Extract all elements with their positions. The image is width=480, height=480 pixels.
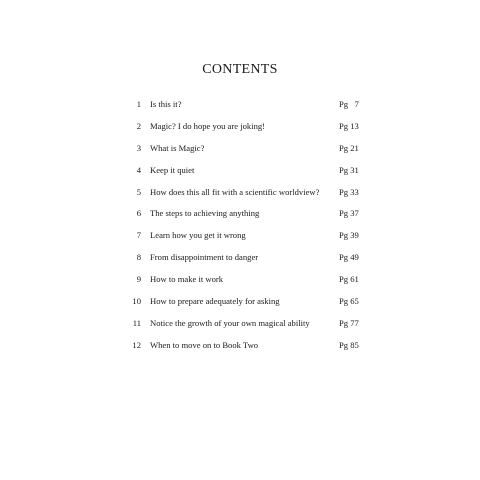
chapter-number: 8 [136, 252, 141, 263]
page-reference: Pg 39 [339, 230, 359, 241]
page-reference: Pg 13 [339, 120, 359, 131]
chapter-title: What is Magic? [150, 142, 205, 153]
page-title: CONTENTS [202, 62, 278, 77]
chapter-number: 7 [136, 230, 141, 241]
toc-entry [0, 94, 480, 116]
toc-list [0, 94, 480, 357]
page-reference: Pg 33 [339, 186, 359, 197]
chapter-number: 11 [132, 317, 141, 328]
chapter-number: 3 [136, 142, 141, 153]
chapter-title: How to prepare adequately for asking [150, 296, 280, 307]
toc-entry [0, 269, 480, 291]
toc-entry [0, 247, 480, 269]
chapter-number: 6 [136, 208, 141, 219]
page-reference: Pg 7 [339, 99, 359, 109]
chapter-title: Magic? I do hope you are joking! [150, 120, 266, 131]
page-reference: Pg 37 [339, 208, 359, 219]
toc-entry [0, 335, 480, 357]
toc-entry [0, 182, 480, 204]
chapter-number: 1 [136, 99, 141, 109]
chapter-title: Learn how you get it wrong [150, 230, 246, 241]
page-reference: Pg 31 [339, 164, 359, 175]
chapter-title: When to move on to Book Two [150, 339, 259, 350]
page-reference: Pg 65 [339, 296, 359, 307]
toc-entry [0, 225, 480, 247]
toc-entry [0, 138, 480, 160]
toc-entry [0, 313, 480, 335]
toc-entry [0, 203, 480, 225]
chapter-number: 10 [132, 296, 141, 307]
chapter-title: How to make it work [150, 274, 224, 285]
page-reference: Pg 77 [339, 317, 359, 328]
page-reference: Pg 21 [339, 142, 359, 153]
chapter-number: 5 [136, 186, 141, 197]
chapter-number: 9 [136, 274, 141, 285]
toc-entry [0, 116, 480, 138]
page-reference: Pg 49 [339, 252, 359, 263]
chapter-title: How does this all fit with a scientific worldview? [150, 186, 320, 197]
page-reference: Pg 61 [339, 274, 359, 285]
chapter-title: From disappointment to danger [150, 252, 259, 263]
chapter-title: Notice the growth of your own magical ability [150, 317, 310, 328]
chapter-number: 2 [136, 120, 141, 131]
chapter-title: The steps to achieving anything [150, 208, 260, 219]
chapter-title: Is this it? [150, 99, 182, 109]
toc-entry [0, 291, 480, 313]
chapter-number: 4 [136, 164, 141, 175]
chapter-title: Keep it quiet [150, 164, 195, 175]
chapter-number: 12 [132, 339, 141, 350]
toc-entry [0, 160, 480, 182]
page-reference: Pg 85 [339, 339, 359, 350]
